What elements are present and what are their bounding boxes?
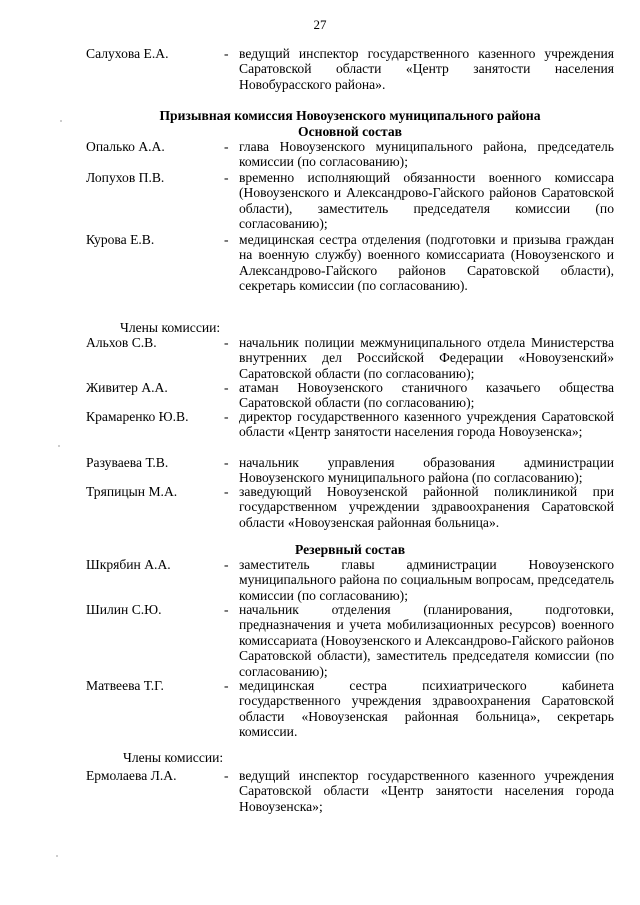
entry-description: атаман Новоузенского станичного казачьего общества Саратовской области (по согласованию);: [239, 380, 614, 411]
entry-name: Курова Е.В.: [86, 232, 155, 247]
entry-razuvaeva: [86, 455, 614, 486]
entry-description: глава Новоузенского муниципального района, председатель комиссии (по согласованию);: [239, 139, 614, 170]
entry-dash: -: [224, 380, 229, 395]
entry-dash: -: [224, 409, 229, 424]
entry-name: Живитер А.А.: [86, 380, 168, 395]
entry-shkryabin: [86, 557, 614, 603]
scan-mark: [56, 855, 58, 857]
entry-matveeva: [86, 678, 614, 740]
entry-dash: -: [224, 232, 229, 247]
entry-dash: -: [224, 455, 229, 470]
entry-name: Лопухов П.В.: [86, 170, 165, 185]
entry-dash: -: [224, 557, 229, 572]
entry-opalko: [86, 139, 614, 170]
entry-dash: -: [224, 335, 229, 350]
entry-name: Матвеева Т.Г.: [86, 678, 164, 693]
entry-lopukhov: [86, 170, 614, 232]
entry-dash: -: [224, 484, 229, 499]
entry-name: Разуваева Т.В.: [86, 455, 169, 470]
page-number: 27: [313, 17, 327, 32]
entry-tryapitsyn: [86, 484, 614, 530]
reserve-composition-title: Резервный состав: [294, 542, 406, 557]
entry-shilin: [86, 602, 614, 679]
scan-mark: [58, 445, 60, 447]
entry-dash: -: [224, 46, 229, 61]
entry-alkhov: [86, 335, 614, 381]
entry-name: Крамаренко Ю.В.: [86, 409, 189, 424]
entry-description: ведущий инспектор государственного казенного учреждения Саратовской области «Центр занятости населения города Новоузенска»;: [239, 768, 614, 814]
commission-title: Призывная комиссия Новоузенского муниципального района: [159, 108, 541, 123]
entry-kurova: [86, 232, 614, 294]
main-composition-title: Основной состав: [298, 124, 402, 139]
entry-ermolaeva: [86, 768, 614, 814]
entry-dash: -: [224, 602, 229, 617]
entry-name: Шилин С.Ю.: [86, 602, 162, 617]
entry-description: заведующий Новоузенской районной поликлиникой при государственном учреждении здравоохранения Саратовской области «Новоузенская районная больница».: [239, 484, 614, 530]
entry-description: начальник управления образования администрации Новоузенского муниципального района (по согласованию);: [239, 455, 614, 486]
entry-dash: -: [224, 768, 229, 783]
entry-description: начальник отделения (планирования, подготовки, предназначения и учета мобилизационных ресурсов) военного комиссариата (Новоузенского и Александрово-Гайского районов Саратовской области), заместитель председателя комиссии (по согласованию);: [239, 602, 614, 679]
entry-name: Шкрябин А.А.: [86, 557, 171, 572]
entry-name: Салухова Е.А.: [86, 46, 169, 61]
scan-mark: [60, 120, 62, 122]
reserve-members-label: Члены комиссии:: [123, 750, 224, 765]
entry-description: заместитель главы администрации Новоузенского муниципального района по социальным вопросам, председатель комиссии (по согласованию);: [239, 557, 614, 603]
entry-name: Тряпицын М.А.: [86, 484, 178, 499]
entry-name: Опалько А.А.: [86, 139, 165, 154]
entry-kramarenko: [86, 409, 614, 440]
entry-description: медицинская сестра психиатрического кабинета государственного учреждения здравоохранения Саратовской области «Новоузенская районная больница», секретарь комиссии.: [239, 678, 614, 740]
entry-dash: -: [224, 678, 229, 693]
entry-description: медицинская сестра отделения (подготовки и призыва граждан на военную службу) военного комиссариата (Новоузенского и Александрово-Гайского районов Саратовской области), секретарь комиссии (по согласованию).: [239, 232, 614, 294]
entry-name: Альхов С.В.: [86, 335, 157, 350]
entry-dash: -: [224, 139, 229, 154]
entry-dash: -: [224, 170, 229, 185]
entry-name: Ермолаева Л.А.: [86, 768, 177, 783]
entry-description: ведущий инспектор государственного казенного учреждения Саратовской области «Центр занятости населения Новобурасского района».: [239, 46, 614, 92]
members-label: Члены комиссии:: [120, 320, 221, 335]
entry-description: начальник полиции межмуниципального отдела Министерства внутренних дел Российской Федерации «Новоузенский» Саратовской области (по согласованию);: [239, 335, 614, 381]
entry-salukhova: [86, 46, 614, 92]
entry-zhiviter: [86, 380, 614, 411]
entry-description: временно исполняющий обязанности военного комиссара (Новоузенского и Александрово-Гайского районов Саратовской области), заместитель председателя комиссии (по согласованию);: [239, 170, 614, 232]
entry-description: директор государственного казенного учреждения Саратовской области «Центр занятости населения города Новоузенска»;: [239, 409, 614, 440]
